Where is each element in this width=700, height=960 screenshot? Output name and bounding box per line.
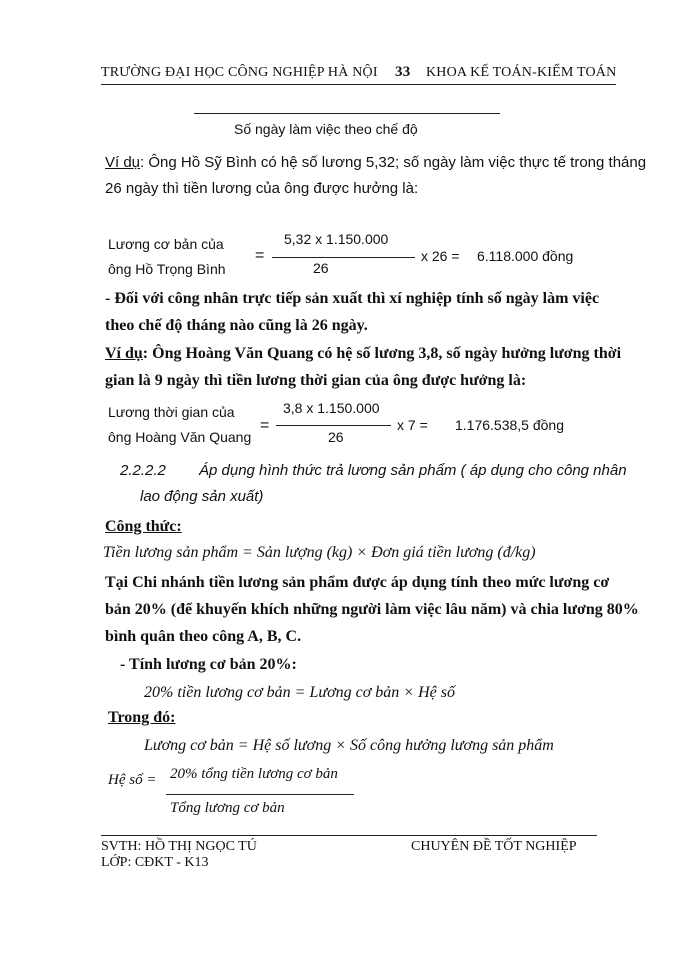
formula2-fraction-bar <box>276 425 391 426</box>
example2-text-line1: : Ông Hoàng Văn Quang có hệ số lương 3,8, số ngày hưởng lương thời <box>142 345 622 362</box>
branch-para-line1: Tại Chi nhánh tiền lương sản phẩm được áp dụng tính theo mức lương cơ <box>105 574 610 591</box>
footer-student: SVTH: HỒ THỊ NGỌC TÚ <box>101 839 257 854</box>
where-heading: Trong đó: <box>108 709 176 726</box>
example1-line1 <box>105 154 646 171</box>
fraction-bar <box>194 113 500 114</box>
base-salary-formula: Lương cơ bản = Hệ số lương × Số công hưởng lương sản phẩm <box>144 737 554 754</box>
formula1-denominator: 26 <box>313 260 329 276</box>
formula1-result: 6.118.000 đồng <box>477 248 574 264</box>
formula2-denominator: 26 <box>328 429 344 445</box>
coefficient-lhs: Hệ số = <box>108 772 157 788</box>
formula2-equals: = <box>260 417 270 434</box>
formula2-lhs-line2: ông Hoàng Văn Quang <box>108 429 252 445</box>
coefficient-fraction-bar <box>166 794 354 795</box>
example2-line1 <box>105 345 621 363</box>
formula1-fraction-bar <box>272 257 415 258</box>
coefficient-denominator: Tổng lương cơ bản <box>170 800 285 816</box>
section-number: 2.2.2.2 <box>120 462 166 479</box>
formula1-multiplier: x 26 = <box>421 248 460 264</box>
footer-class: LỚP: CĐKT - K13 <box>101 855 209 870</box>
header-rule <box>101 84 616 85</box>
example1-text-line1: : Ông Hồ Sỹ Bình có hệ số lương 5,32; số ngày làm việc thực tế trong tháng <box>140 154 647 171</box>
footer-thesis: CHUYÊN ĐỀ TỐT NGHIỆP <box>411 839 577 854</box>
product-wage-formula: Tiền lương sản phẩm = Sản lượng (kg) × Đơn giá tiền lương (đ/kg) <box>103 544 536 561</box>
header-page-number: 33 <box>395 64 411 80</box>
section-title-line2: lao động sản xuất) <box>140 488 264 505</box>
base-wage-heading: - Tính lương cơ bản 20%: <box>120 656 297 673</box>
example2-label: Ví dụ <box>105 345 143 362</box>
branch-para-line2: bản 20% (để khuyến khích những người làm việc lâu năm) và chia lương 80% <box>105 601 639 618</box>
formula-heading: Công thức: <box>105 518 182 535</box>
formula1-lhs-line2: ông Hồ Trọng Bình <box>108 261 226 277</box>
worker-note-line2: theo chế độ tháng nào cũng là 26 ngày. <box>105 317 368 334</box>
branch-para-line3: bình quân theo công A, B, C. <box>105 628 302 645</box>
section-title-line1: Áp dụng hình thức trả lương sản phẩm ( áp dụng cho công nhân <box>199 462 627 479</box>
header-faculty: KHOA KẾ TOÁN-KIỂM TOÁN <box>426 65 617 80</box>
example1-label: Ví dụ <box>105 154 141 171</box>
formula1-equals: = <box>255 247 265 264</box>
header-university: TRƯỜNG ĐẠI HỌC CÔNG NGHIỆP HÀ NỘI <box>101 65 378 80</box>
formula1-lhs-line1: Lương cơ bản của <box>108 236 224 252</box>
formula2-lhs-line1: Lương thời gian của <box>108 404 235 420</box>
coefficient-numerator: 20% tổng tiền lương cơ bản <box>170 766 338 782</box>
example2-text-line2: gian là 9 ngày thì tiền lương thời gian của ông được hưởng là: <box>105 372 527 389</box>
worker-note-line1: - Đối với công nhân trực tiếp sản xuất thì xí nghiệp tính số ngày làm việc <box>105 290 600 307</box>
formula2-result: 1.176.538,5 đồng <box>455 417 564 433</box>
formula1-numerator: 5,32 x 1.150.000 <box>284 231 389 247</box>
formula2-numerator: 3,8 x 1.150.000 <box>283 400 380 416</box>
base-wage-formula: 20% tiền lương cơ bản = Lương cơ bản × Hệ số <box>144 684 455 701</box>
denominator-caption: Số ngày làm việc theo chế độ <box>234 121 418 137</box>
footer-rule <box>101 835 597 836</box>
formula2-multiplier: x 7 = <box>397 417 428 433</box>
example1-text-line2: 26 ngày thì tiền lương của ông được hưởng là: <box>105 180 419 197</box>
